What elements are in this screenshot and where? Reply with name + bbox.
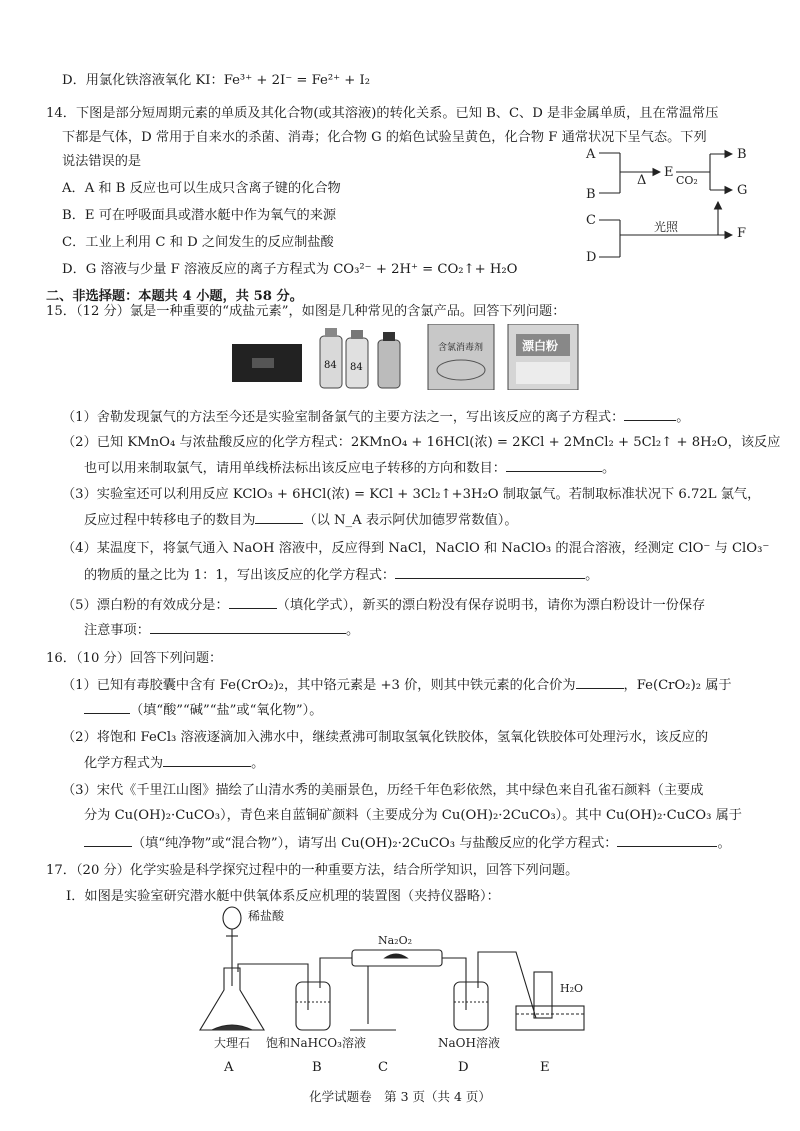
- section-2-header: 二、非选择题：本题共 4 小题，共 58 分。: [46, 289, 303, 304]
- q16-stem: 16．（10 分）回答下列问题：: [46, 651, 223, 666]
- node-g: G: [737, 183, 748, 198]
- node-e: E: [664, 165, 674, 180]
- node-b-out: B: [737, 147, 747, 162]
- node-c: C: [586, 213, 596, 228]
- q16-2b: [84, 754, 264, 773]
- q16-1a: [62, 676, 732, 695]
- q15-5a-text: （5）漂白粉的有效成分是：: [62, 598, 229, 613]
- q16-3a: （3）宋代《千里江山图》描绘了山清水秀的美丽景色，历经千年色彩依然，其中绿色来自孔雀石颜料（主要成: [62, 783, 704, 798]
- answer-blank[interactable]: [576, 676, 624, 689]
- q16-3b: 分为 Cu(OH)₂·CuCO₃），青色来自蓝铜矿颜料（主要成分为 Cu(OH)₂·2CuCO₃）。其中 Cu(OH)₂·CuCO₃ 属于: [84, 808, 742, 823]
- answer-blank[interactable]: [395, 566, 585, 579]
- answer-blank[interactable]: [150, 621, 346, 634]
- bag2-label: 漂白粉: [522, 339, 559, 353]
- q16-1b-end: （填“酸”“碱”“盐”或“氧化物”）。: [130, 703, 323, 718]
- q15-2b: [84, 459, 615, 478]
- q15-3b-text: 反应过程中转移电子的数目为: [84, 513, 256, 528]
- letter-c: C: [378, 1060, 389, 1075]
- q14-option-c: C．工业上利用 C 和 D 之间发生的反应制盐酸: [62, 235, 334, 250]
- answer-blank[interactable]: [84, 834, 132, 847]
- q15-5a: [62, 596, 705, 615]
- q16-1a-mid: ，Fe(CrO₂)₂ 属于: [623, 678, 732, 693]
- heat-symbol: Δ: [637, 173, 647, 188]
- q15-5b-text: 注意事项：: [84, 623, 150, 638]
- node-d: D: [586, 250, 597, 265]
- co2-label: CO₂: [676, 174, 698, 187]
- q14-option-b: B．E 可在呼吸面具或潜水艇中作为氧气的来源: [62, 208, 337, 223]
- acid-label: 稀盐酸: [248, 909, 285, 923]
- answer-blank[interactable]: [617, 834, 717, 847]
- q15-4a: （4）某温度下，将氯气通入 NaOH 溶液中，反应得到 NaCl，NaClO 和 NaClO₃ 的混合溶液，经测定 ClO⁻ 与 ClO₃⁻: [62, 541, 770, 556]
- q16-1b: [84, 701, 322, 720]
- answer-blank[interactable]: [506, 459, 602, 472]
- bottle2-label: 84: [350, 362, 363, 373]
- node-f: F: [737, 226, 747, 241]
- q15-1-end: 。: [676, 410, 690, 425]
- q15-1: [62, 408, 689, 427]
- q15-stem: 15．（12 分）氯是一种重要的“成盐元素”，如图是几种常见的含氯产品。回答下列问题：: [46, 304, 566, 319]
- label-bicarbonate: 饱和NaHCO₃溶液: [266, 1036, 366, 1050]
- q16-2b-text: 化学方程式为: [84, 756, 164, 771]
- q15-5b-end: 。: [345, 623, 360, 638]
- q17-part-i: Ⅰ．如图是实验室研究潜水艇中供氧体系反应机理的装置图（夹持仪器略）：: [66, 889, 500, 904]
- bottle1-label: 84: [324, 360, 337, 371]
- q15-4b-end: 。: [585, 568, 599, 583]
- q16-3c: [84, 834, 731, 853]
- page-footer: 化学试题卷 第 3 页（共 4 页）: [309, 1089, 491, 1104]
- q15-3b-end: （以 N_A 表示阿伏加德罗常数值）。: [303, 513, 518, 528]
- q15-5a-mid: （填化学式），新买的漂白粉没有保存说明书，请你为漂白粉设计一份保存: [276, 598, 706, 613]
- q17-stem: 17．（20 分）化学实验是科学探究过程中的一种重要方法，结合所学知识，回答下列问题。: [46, 863, 579, 878]
- label-marble: 大理石: [214, 1036, 251, 1050]
- q14-transformation-diagram: [582, 140, 782, 270]
- q15-5b: [84, 621, 359, 640]
- na2o2-label: Na₂O₂: [378, 934, 413, 947]
- water-label: H₂O: [560, 982, 584, 995]
- q15-2a: （2）已知 KMnO₄ 与浓盐酸反应的化学方程式：2KMnO₄ + 16HCl(浓) = 2KCl + 2MnCl₂ + 5Cl₂↑ + 8H₂O，该反应: [62, 435, 781, 450]
- q16-3c-text: （填“纯净物”或“混合物”），请写出 Cu(OH)₂·2CuCO₃ 与盐酸反应的化学方程式：: [132, 836, 618, 851]
- q14-stem-line2: 下都是气体，D 常用于自来水的杀菌、消毒；化合物 G 的焰色试验呈黄色，化合物 F 通常状况下呈气态。下列: [62, 130, 707, 145]
- light-label: 光照: [654, 220, 679, 234]
- answer-blank[interactable]: [163, 754, 251, 767]
- q15-1-text: （1）舍勒发现氯气的方法至今还是实验室制备氯气的主要方法之一，写出该反应的离子方程式：: [62, 410, 625, 425]
- node-b: B: [586, 187, 596, 202]
- node-a: A: [586, 147, 596, 162]
- apparatus-diagram: [190, 906, 590, 1056]
- answer-blank[interactable]: [84, 701, 130, 714]
- letter-b: B: [312, 1060, 322, 1075]
- chlorine-products-image: [232, 324, 582, 390]
- q15-3a: （3）实验室还可以利用反应 KClO₃ + 6HCl(浓) = KCl + 3Cl₂↑+3H₂O 制取氯气。若制取标准状况下 6.72L 氯气，: [62, 487, 761, 502]
- letter-e: E: [540, 1060, 550, 1075]
- q16-2b-end: 。: [251, 756, 265, 771]
- q15-2b-text: 也可以用来制取氯气，请用单线桥法标出该反应电子转移的方向和数目：: [84, 461, 506, 476]
- q16-2a: （2）将饱和 FeCl₃ 溶液逐滴加入沸水中，继续煮沸可制取氢氧化铁胶体，氢氧化铁胶体可处理污水，该反应的: [62, 730, 709, 745]
- q13-option-d: D．用氯化铁溶液氧化 KI：Fe³⁺ + 2I⁻ = Fe²⁺ + I₂: [62, 73, 371, 88]
- q15-2b-end: 。: [602, 461, 616, 476]
- q14-option-d: D．G 溶液与少量 F 溶液反应的离子方程式为 CO₃²⁻ + 2H⁺ = CO₂↑+ H₂O: [62, 262, 518, 277]
- q16-3c-end: 。: [717, 836, 731, 851]
- bag1-label: 含氯消毒剂: [438, 343, 484, 353]
- q14-option-a: A．A 和 B 反应也可以生成只含离子键的化合物: [62, 181, 341, 196]
- letter-a: A: [224, 1060, 234, 1075]
- q14-stem-line3: 说法错误的是: [62, 154, 142, 169]
- q15-4b: [84, 566, 598, 585]
- answer-blank[interactable]: [229, 596, 277, 609]
- q16-1a-text: （1）已知有毒胶囊中含有 Fe(CrO₂)₂，其中铬元素是 +3 价，则其中铁元素的化合价为: [62, 678, 576, 693]
- q15-4b-text: 的物质的量之比为 1：1，写出该反应的化学方程式：: [84, 568, 396, 583]
- answer-blank[interactable]: [255, 511, 303, 524]
- q14-stem-line1: 14．下图是部分短周期元素的单质及其化合物(或其溶液)的转化关系。已知 B、C、D 是非金属单质，且在常温常压: [46, 106, 719, 121]
- label-naoh: NaOH溶液: [438, 1036, 500, 1050]
- q15-3b: [84, 511, 518, 530]
- answer-blank[interactable]: [624, 408, 676, 421]
- letter-d: D: [458, 1060, 469, 1075]
